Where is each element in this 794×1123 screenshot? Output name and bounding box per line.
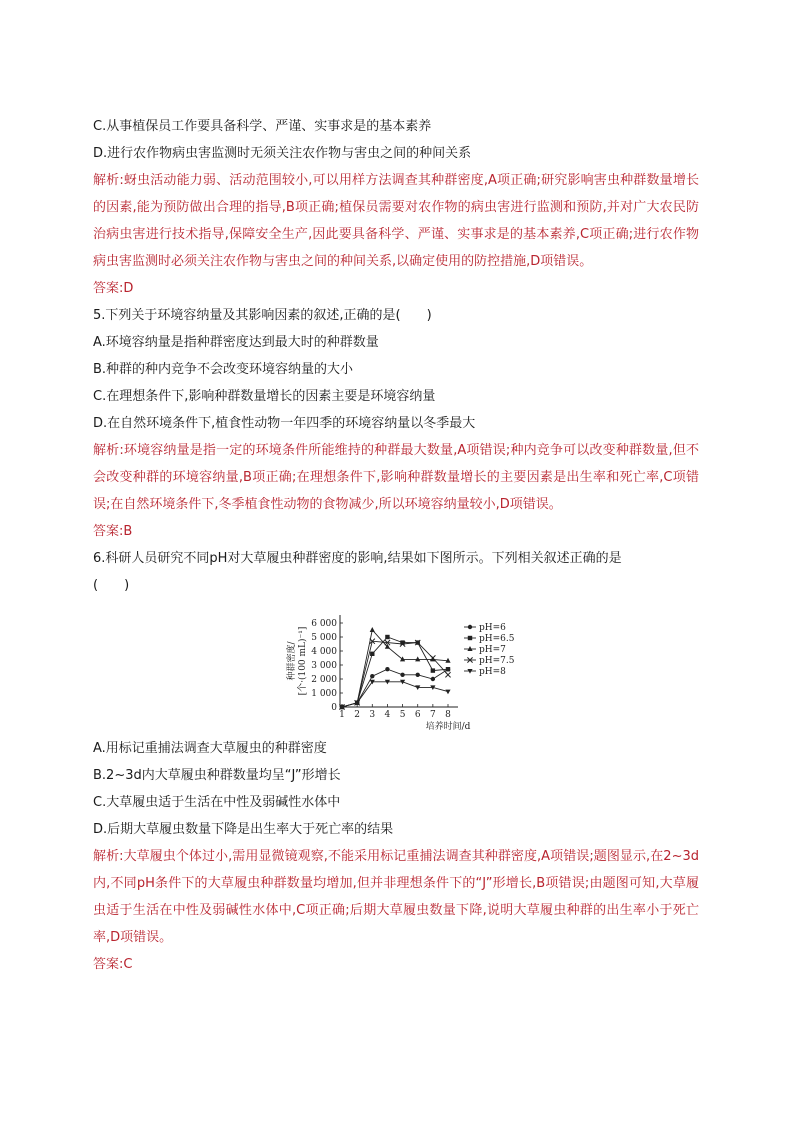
data-point xyxy=(370,674,374,678)
series-pH=8 xyxy=(339,680,450,710)
y-tick-label: 3 000 xyxy=(311,661,337,671)
q6-option-b: B.2~3d内大草履虫种群数量均呈“J”形增长 xyxy=(93,768,341,783)
y-tick-label: 2 000 xyxy=(311,675,337,685)
data-point xyxy=(400,656,405,661)
y-tick-label: 4 000 xyxy=(311,647,337,657)
data-point xyxy=(468,636,472,640)
data-point xyxy=(431,668,435,672)
legend-label: pH=7 xyxy=(479,645,506,655)
data-point xyxy=(400,673,404,677)
q5-option-b: B.种群的种内竞争不会改变环境容纳量的大小 xyxy=(93,362,354,377)
data-point xyxy=(370,627,375,632)
legend-label: pH=6.5 xyxy=(479,634,515,644)
q6-answer: 答案:C xyxy=(93,957,133,972)
data-point xyxy=(445,672,450,677)
legend-item xyxy=(464,623,506,633)
y-axis-label-unit: [个·(100 mL)⁻¹] xyxy=(298,626,308,696)
legend-label: pH=8 xyxy=(479,667,506,677)
x-tick-label: 2 xyxy=(354,710,361,720)
q6-option-c: C.大草履虫适于生活在中性及弱碱性水体中 xyxy=(93,795,341,810)
legend-item xyxy=(464,645,506,655)
document-content xyxy=(93,113,699,978)
ph-density-line-chart xyxy=(278,601,518,731)
q4-answer: 答案:D xyxy=(93,281,134,296)
q4-analysis: 解析:蚜虫活动能力弱、活动范围较小,可以用样方法调查其种群密度,A项正确;研究影响害虫种群数量增长的因素,能为预防做出合理的指导,B项正确;植保员需要对农作物的病虫害进行监测和预防,并对广大农民防治病虫害进行技术指导,保障安全生产,因此要具备科学、严谨、实事求是的基本素养,C项正确;进行农作物病虫害监测时必须关注农作物与害虫之间的种间关系,以确定使用的防控措施,D项错误。 xyxy=(93,173,699,269)
legend-item xyxy=(464,656,515,666)
x-tick-label: 1 xyxy=(339,710,345,720)
x-tick-label: 3 xyxy=(369,710,376,720)
x-axis-label: 培养时间/d xyxy=(425,722,471,731)
x-tick-label: 7 xyxy=(429,710,436,720)
x-tick-label: 6 xyxy=(414,710,421,720)
x-tick-label: 5 xyxy=(399,710,406,720)
q6-stem-bracket: ( ) xyxy=(93,578,130,593)
q4-option-c: C.从事植保员工作要具备科学、严谨、实事求是的基本素养 xyxy=(93,119,432,134)
legend-item xyxy=(464,667,506,677)
legend-item xyxy=(464,634,515,644)
data-point xyxy=(445,690,450,695)
legend-label: pH=6 xyxy=(479,623,506,633)
data-point xyxy=(385,667,389,671)
q6-option-d: D.后期大草履虫数量下降是出生率大于死亡率的结果 xyxy=(93,822,394,837)
data-point xyxy=(370,652,374,656)
q5-option-c: C.在理想条件下,影响种群数量增长的因素主要是环境容纳量 xyxy=(93,389,436,404)
data-point xyxy=(416,673,420,677)
series-pH=7.5 xyxy=(339,639,450,710)
y-tick-label: 5 000 xyxy=(311,633,337,643)
q5-answer: 答案:B xyxy=(93,524,133,539)
x-tick-label: 4 xyxy=(384,710,391,720)
q5-option-a: A.环境容纳量是指种群密度达到最大时的种群数量 xyxy=(93,335,379,350)
data-point xyxy=(467,646,472,651)
q6-option-a: A.用标记重捕法调查大草履虫的种群密度 xyxy=(93,741,327,756)
ph-density-chart-figure xyxy=(93,601,699,731)
q5-analysis: 解析:环境容纳量是指一定的环境条件所能维持的种群最大数量,A项错误;种内竞争可以改变种群数量,但不会改变种群的环境容纳量,B项正确;在理想条件下,影响种群数量增长的主要因素是出生率和死亡率,C项错误;在自然环境条件下,冬季植食性动物的食物减少,所以环境容纳量较小,D项错误。 xyxy=(93,443,699,512)
series-pH=7 xyxy=(339,627,450,709)
data-point xyxy=(385,635,389,639)
data-point xyxy=(446,667,450,671)
data-point xyxy=(468,625,472,629)
y-axis-label: 种群密度/ xyxy=(287,641,297,681)
y-tick-label: 6 000 xyxy=(311,619,337,629)
q5-stem: 5.下列关于环境容纳量及其影响因素的叙述,正确的是( ) xyxy=(93,308,432,323)
data-point xyxy=(415,656,420,661)
legend-label: pH=7.5 xyxy=(479,656,515,666)
q6-analysis: 解析:大草履虫个体过小,需用显微镜观察,不能采用标记重捕法调查其种群密度,A项错误;题图显示,在2~3d内,不同pH条件下的大草履虫种群数量均增加,但并非理想条件下的“J”形增长,B项错误;由题图可知,大草履虫适于生活在中性及弱碱性水体中,C项正确;后期大草履虫数量下降,说明大草履虫种群的出生率小于死亡率,D项错误。 xyxy=(93,849,699,945)
y-tick-label: 0 xyxy=(331,703,337,713)
data-point xyxy=(431,677,435,681)
y-tick-label: 1 000 xyxy=(311,689,337,699)
q6-stem: 6.科研人员研究不同pH对大草履虫种群密度的影响,结果如下图所示。下列相关叙述正确的是 xyxy=(93,551,622,566)
q5-option-d: D.在自然环境条件下,植食性动物一年四季的环境容纳量以冬季最大 xyxy=(93,416,476,431)
q4-option-d: D.进行农作物病虫害监测时无须关注农作物与害虫之间的种间关系 xyxy=(93,146,472,161)
x-tick-label: 8 xyxy=(445,710,451,720)
